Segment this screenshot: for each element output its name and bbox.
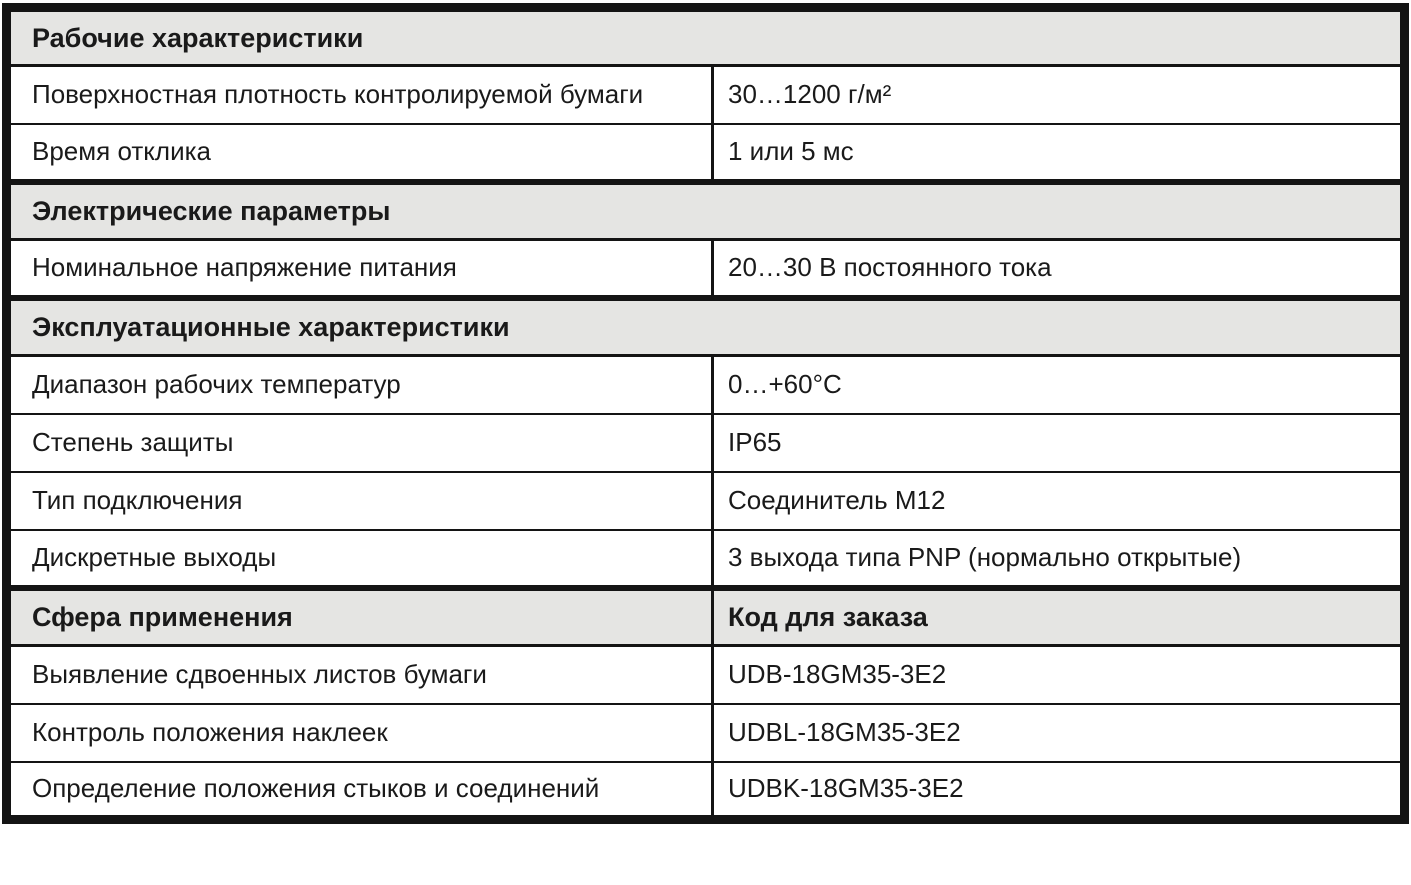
section-header-label: Эксплуатационные характеристики	[7, 298, 1405, 356]
table-row	[7, 66, 1405, 124]
spec-label-cell: Поверхностная плотность контролируемой бумаги	[7, 66, 713, 124]
spec-label-cell: Тип подключения	[7, 472, 713, 530]
table-row	[7, 530, 1405, 588]
spec-value-cell: Соединитель M12	[713, 472, 1405, 530]
spec-value-cell: 3 выхода типа PNP (нормально открытые)	[713, 530, 1405, 588]
section-header-label: Сфера применения	[7, 588, 713, 646]
table-row	[7, 240, 1405, 298]
section-header-row	[7, 8, 1405, 66]
spec-label-cell: Определение положения стыков и соединений	[7, 762, 713, 820]
section-header-label: Электрические параметры	[7, 182, 1405, 240]
spec-label-cell: Диапазон рабочих температур	[7, 356, 713, 414]
section-header-row	[7, 588, 1405, 646]
spec-value-cell: 1 или 5 мс	[713, 124, 1405, 182]
spec-label-cell: Время отклика	[7, 124, 713, 182]
section-header-label: Рабочие характеристики	[7, 8, 1405, 66]
table-row	[7, 646, 1405, 704]
order-code-cell: UDBL-18GM35-3E2	[713, 704, 1405, 762]
table-row	[7, 414, 1405, 472]
spec-label-cell: Контроль положения наклеек	[7, 704, 713, 762]
table-row	[7, 704, 1405, 762]
table-row	[7, 356, 1405, 414]
table-row	[7, 124, 1405, 182]
spec-value-cell: 0…+60°C	[713, 356, 1405, 414]
table-row	[7, 472, 1405, 530]
section-header-row	[7, 182, 1405, 240]
spec-label-cell: Дискретные выходы	[7, 530, 713, 588]
spec-value-cell: IP65	[713, 414, 1405, 472]
order-code-column-header: Код для заказа	[713, 588, 1405, 646]
spec-value-cell: 30…1200 г/м²	[713, 66, 1405, 124]
order-code-cell: UDB-18GM35-3E2	[713, 646, 1405, 704]
table-row	[7, 762, 1405, 820]
spec-label-cell: Степень защиты	[7, 414, 713, 472]
spec-value-cell: 20…30 В постоянного тока	[713, 240, 1405, 298]
spec-table	[2, 3, 1409, 824]
section-header-row	[7, 298, 1405, 356]
order-code-cell: UDBK-18GM35-3E2	[713, 762, 1405, 820]
spec-label-cell: Номинальное напряжение питания	[7, 240, 713, 298]
spec-label-cell: Выявление сдвоенных листов бумаги	[7, 646, 713, 704]
